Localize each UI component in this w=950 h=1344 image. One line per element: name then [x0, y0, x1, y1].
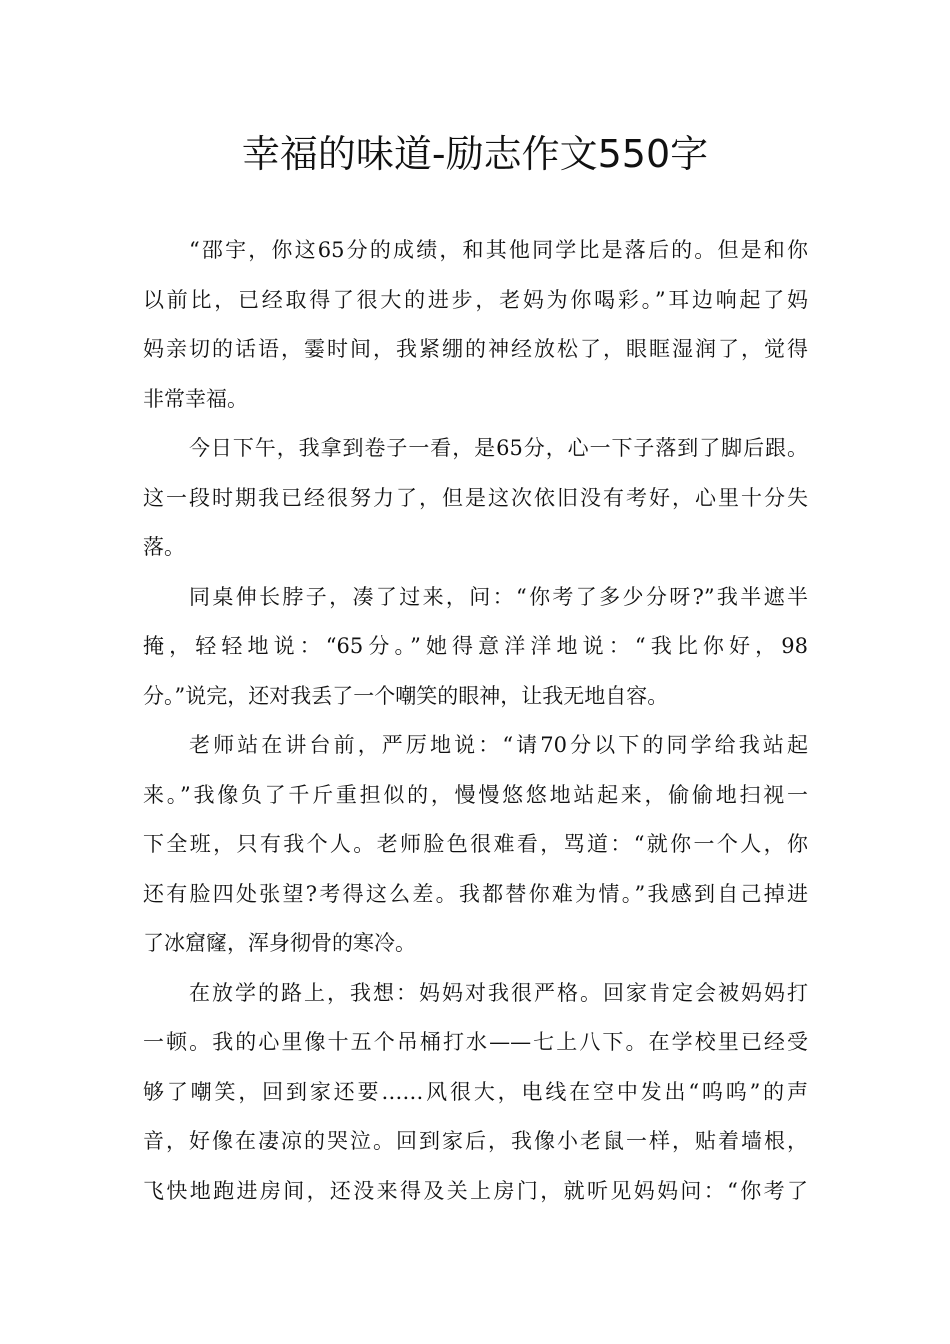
text-line: 还有脸四处张望?考得这么差。我都替你难为情。”我感到自己掉进: [143, 881, 808, 906]
paragraph-2: [143, 428, 808, 577]
text-line: 在放学的路上，我想：妈妈对我很严格。回家肯定会被妈妈打: [189, 980, 808, 1005]
text-line: 妈亲切的话语，霎时间，我紧绷的神经放松了，眼眶湿润了，觉得: [143, 337, 808, 361]
text-line: 今日下午，我拿到卷子一看，是65分，心一下子落到了脚后跟。: [189, 436, 808, 460]
text-line: 飞快地跑进房间，还没来得及关上房门，就听见妈妈问：“你考了: [143, 1178, 808, 1203]
text-line: 下全班，只有我个人。老师脸色很难看，骂道：“就你一个人，你: [143, 832, 808, 856]
paragraph-5: [143, 973, 808, 1221]
text-line: 这一段时期我已经很努力了，但是这次依旧没有考好，心里十分失: [143, 485, 808, 510]
text-line: 落。: [143, 535, 185, 559]
paragraph-4: [143, 725, 808, 973]
text-line: 一顿。我的心里像十五个吊桶打水——七上八下。在学校里已经受: [143, 1030, 808, 1054]
text-line: 来。”我像负了千斤重担似的，慢慢悠悠地站起来，偷偷地扫视一: [143, 782, 808, 807]
paragraph-1: [143, 230, 808, 428]
text-line: 同桌伸长脖子，凑了过来，问：“你考了多少分呀?”我半遮半: [189, 584, 808, 609]
document-title: 幸福的味道-励志作文550字: [241, 132, 709, 176]
text-line: 了冰窟窿，浑身彻骨的寒冷。: [143, 931, 416, 955]
paragraph-3: [143, 577, 808, 726]
text-line: “邵宇，你这65分的成绩，和其他同学比是落后的。但是和你: [189, 238, 808, 262]
text-line: 老师站在讲台前，严厉地说：“请70分以下的同学给我站起: [189, 733, 808, 757]
text-line: 非常幸福。: [143, 386, 248, 411]
text-line: 音，好像在凄凉的哭泣。回到家后，我像小老鼠一样，贴着墙根，: [143, 1129, 808, 1153]
text-line: 掩，轻轻地说：“65分。”她得意洋洋地说：“我比你好，98: [143, 634, 808, 658]
essay-body: [143, 230, 808, 1220]
text-line: 分。”说完，还对我丢了一个嘲笑的眼神，让我无地自容。: [143, 683, 669, 708]
text-line: 够了嘲笑，回到家还要……风很大，电线在空中发出“呜呜”的声: [143, 1079, 808, 1104]
text-line: 以前比，已经取得了很大的进步，老妈为你喝彩。”耳边响起了妈: [143, 287, 808, 312]
